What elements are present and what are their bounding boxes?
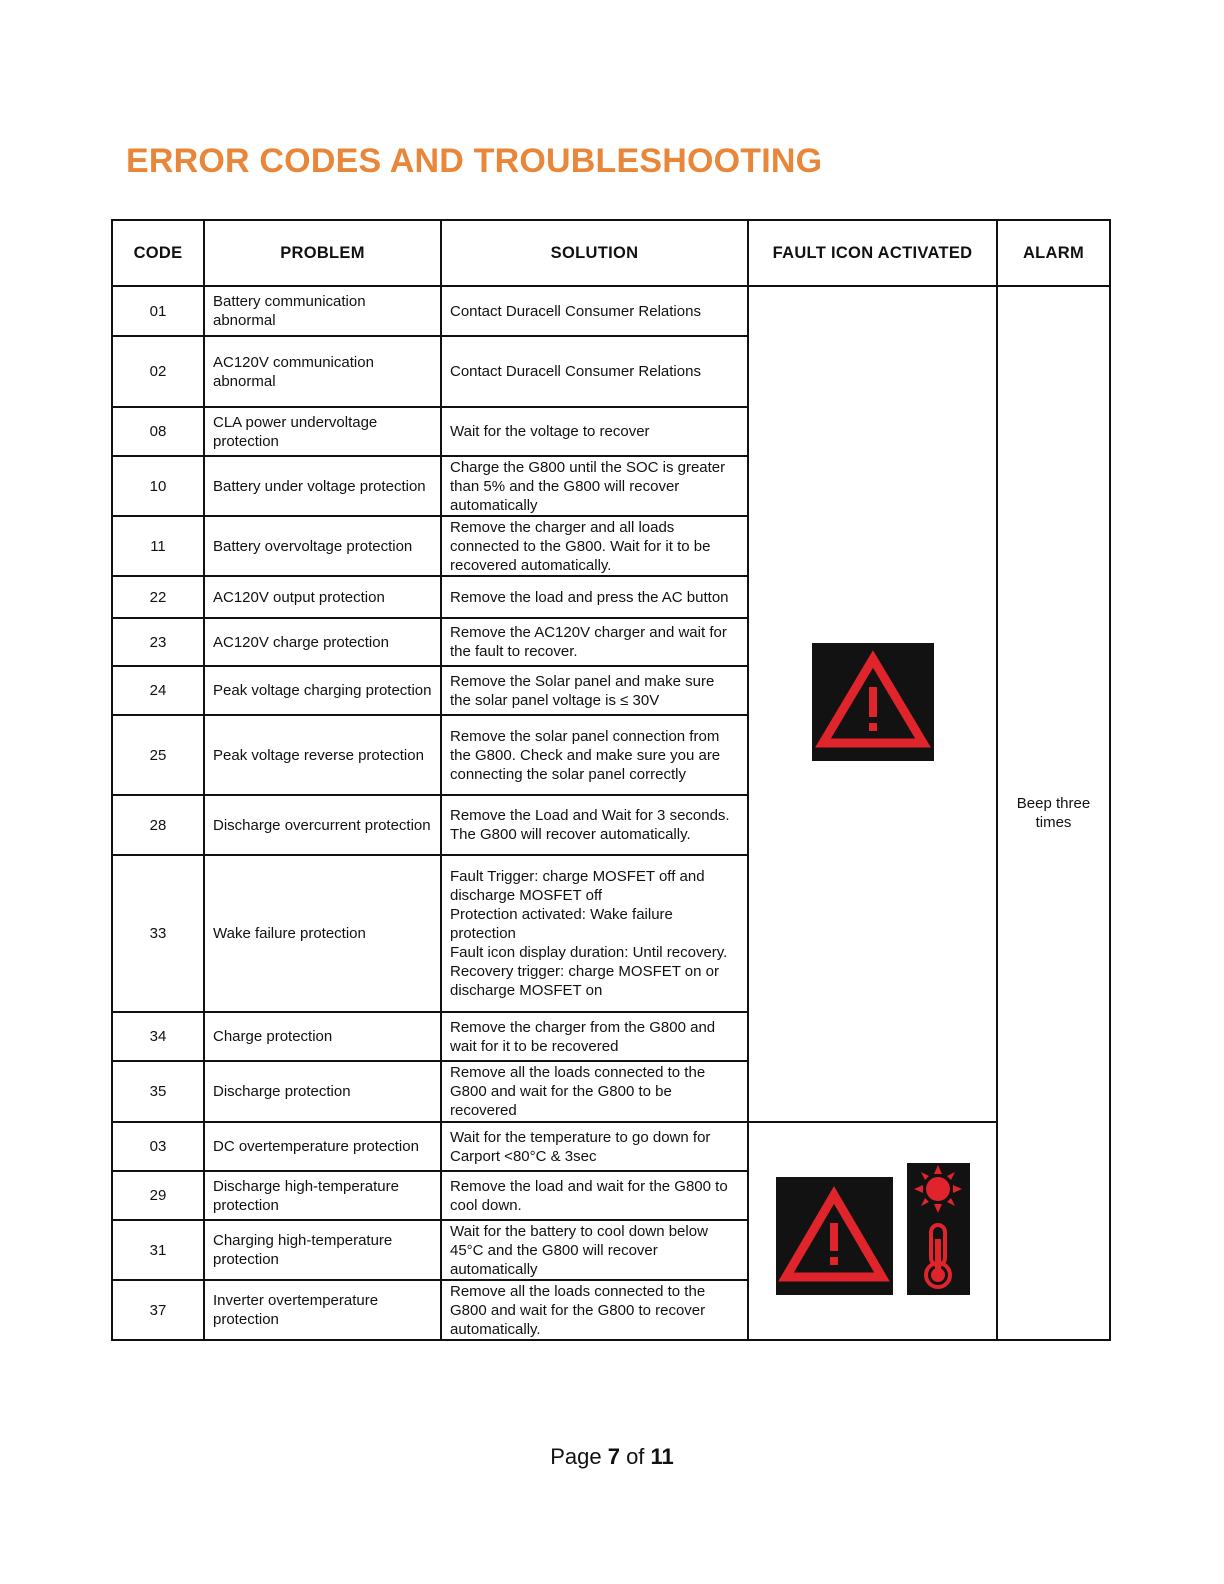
table-header-row [112,220,1110,286]
solution-cell: Remove the Solar panel and make sure the solar panel voltage is ≤ 30V [441,666,748,715]
warning-triangle-icon [776,1177,893,1295]
solution-cell: Wait for the battery to cool down below 45°C and the G800 will recover automatically [441,1220,748,1280]
code-cell: 37 [112,1280,204,1340]
page-current: 7 [607,1444,620,1469]
problem-cell: Battery under voltage protection [204,456,441,516]
error-codes-table [111,219,1111,1341]
code-cell: 11 [112,516,204,576]
code-cell: 08 [112,407,204,456]
page-total: 11 [650,1444,674,1469]
code-cell: 28 [112,795,204,855]
header-code: CODE [112,220,204,286]
code-cell: 33 [112,855,204,1012]
solution-cell: Charge the G800 until the SOC is greater than 5% and the G800 will recover automatically [441,456,748,516]
solution-cell: Remove the AC120V charger and wait for the fault to recover. [441,618,748,666]
alarm-cell: Beep three times [997,286,1110,1340]
header-fault-icon: FAULT ICON ACTIVATED [748,220,997,286]
problem-cell: AC120V output protection [204,576,441,618]
table-row [112,286,1110,336]
solution-cell: Remove the solar panel connection from the G800. Check and make sure you are connecting the solar panel correctly [441,715,748,795]
problem-cell: Charging high-temperature protection [204,1220,441,1280]
problem-cell: AC120V communication abnormal [204,336,441,407]
solution-cell: Wait for the voltage to recover [441,407,748,456]
table-row [112,1122,1110,1171]
header-problem: PROBLEM [204,220,441,286]
problem-cell: Battery communication abnormal [204,286,441,336]
code-cell: 35 [112,1061,204,1122]
problem-cell: Battery overvoltage protection [204,516,441,576]
thermometer-icon [926,1225,950,1287]
problem-cell: Peak voltage charging protection [204,666,441,715]
problem-cell: DC overtemperature protection [204,1122,441,1171]
solution-cell: Remove the load and wait for the G800 to cool down. [441,1171,748,1220]
code-cell: 03 [112,1122,204,1171]
solution-cell: Contact Duracell Consumer Relations [441,286,748,336]
page-title: ERROR CODES AND TROUBLESHOOTING [126,142,823,180]
problem-cell: Charge protection [204,1012,441,1061]
problem-cell: Discharge protection [204,1061,441,1122]
warning-triangle-icon [812,643,934,761]
problem-cell: CLA power undervoltage protection [204,407,441,456]
problem-cell: Discharge high-temperature protection [204,1171,441,1220]
code-cell: 31 [112,1220,204,1280]
code-cell: 23 [112,618,204,666]
solution-cell: Remove all the loads connected to the G800 and wait for the G800 to be recovered [441,1061,748,1122]
problem-cell: Inverter overtemperature protection [204,1280,441,1340]
page-prefix: Page [550,1444,608,1469]
solution-cell: Contact Duracell Consumer Relations [441,336,748,407]
solution-cell: Remove the charger from the G800 and wait for it to be recovered [441,1012,748,1061]
problem-cell: AC120V charge protection [204,618,441,666]
header-solution: SOLUTION [441,220,748,286]
sun-icon [914,1165,962,1213]
problem-cell: Wake failure protection [204,855,441,1012]
code-cell: 25 [112,715,204,795]
solution-cell: Remove the load and press the AC button [441,576,748,618]
code-cell: 01 [112,286,204,336]
code-cell: 34 [112,1012,204,1061]
temperature-icon-group [907,1163,970,1295]
solution-cell: Remove the Load and Wait for 3 seconds. The G800 will recover automatically. [441,795,748,855]
page-number [0,1444,1224,1470]
problem-cell: Discharge overcurrent protection [204,795,441,855]
code-cell: 10 [112,456,204,516]
code-cell: 29 [112,1171,204,1220]
page-of: of [619,1444,651,1469]
code-cell: 02 [112,336,204,407]
solution-cell: Remove all the loads connected to the G800 and wait for the G800 to recover automatically. [441,1280,748,1340]
solution-cell: Wait for the temperature to go down for Carport <80°C & 3sec [441,1122,748,1171]
fault-icon-cell-temperature [748,1122,997,1340]
fault-icon-cell-general [748,286,997,1122]
code-cell: 24 [112,666,204,715]
header-alarm: ALARM [997,220,1110,286]
code-cell: 22 [112,576,204,618]
solution-cell: Fault Trigger: charge MOSFET off and discharge MOSFET off Protection activated: Wake failure protection Fault icon display duration: Until recovery. Recovery trigger: charge MOSFET on or discharge MOSFET on [441,855,748,1012]
problem-cell: Peak voltage reverse protection [204,715,441,795]
solution-cell: Remove the charger and all loads connected to the G800. Wait for it to be recovered automatically. [441,516,748,576]
